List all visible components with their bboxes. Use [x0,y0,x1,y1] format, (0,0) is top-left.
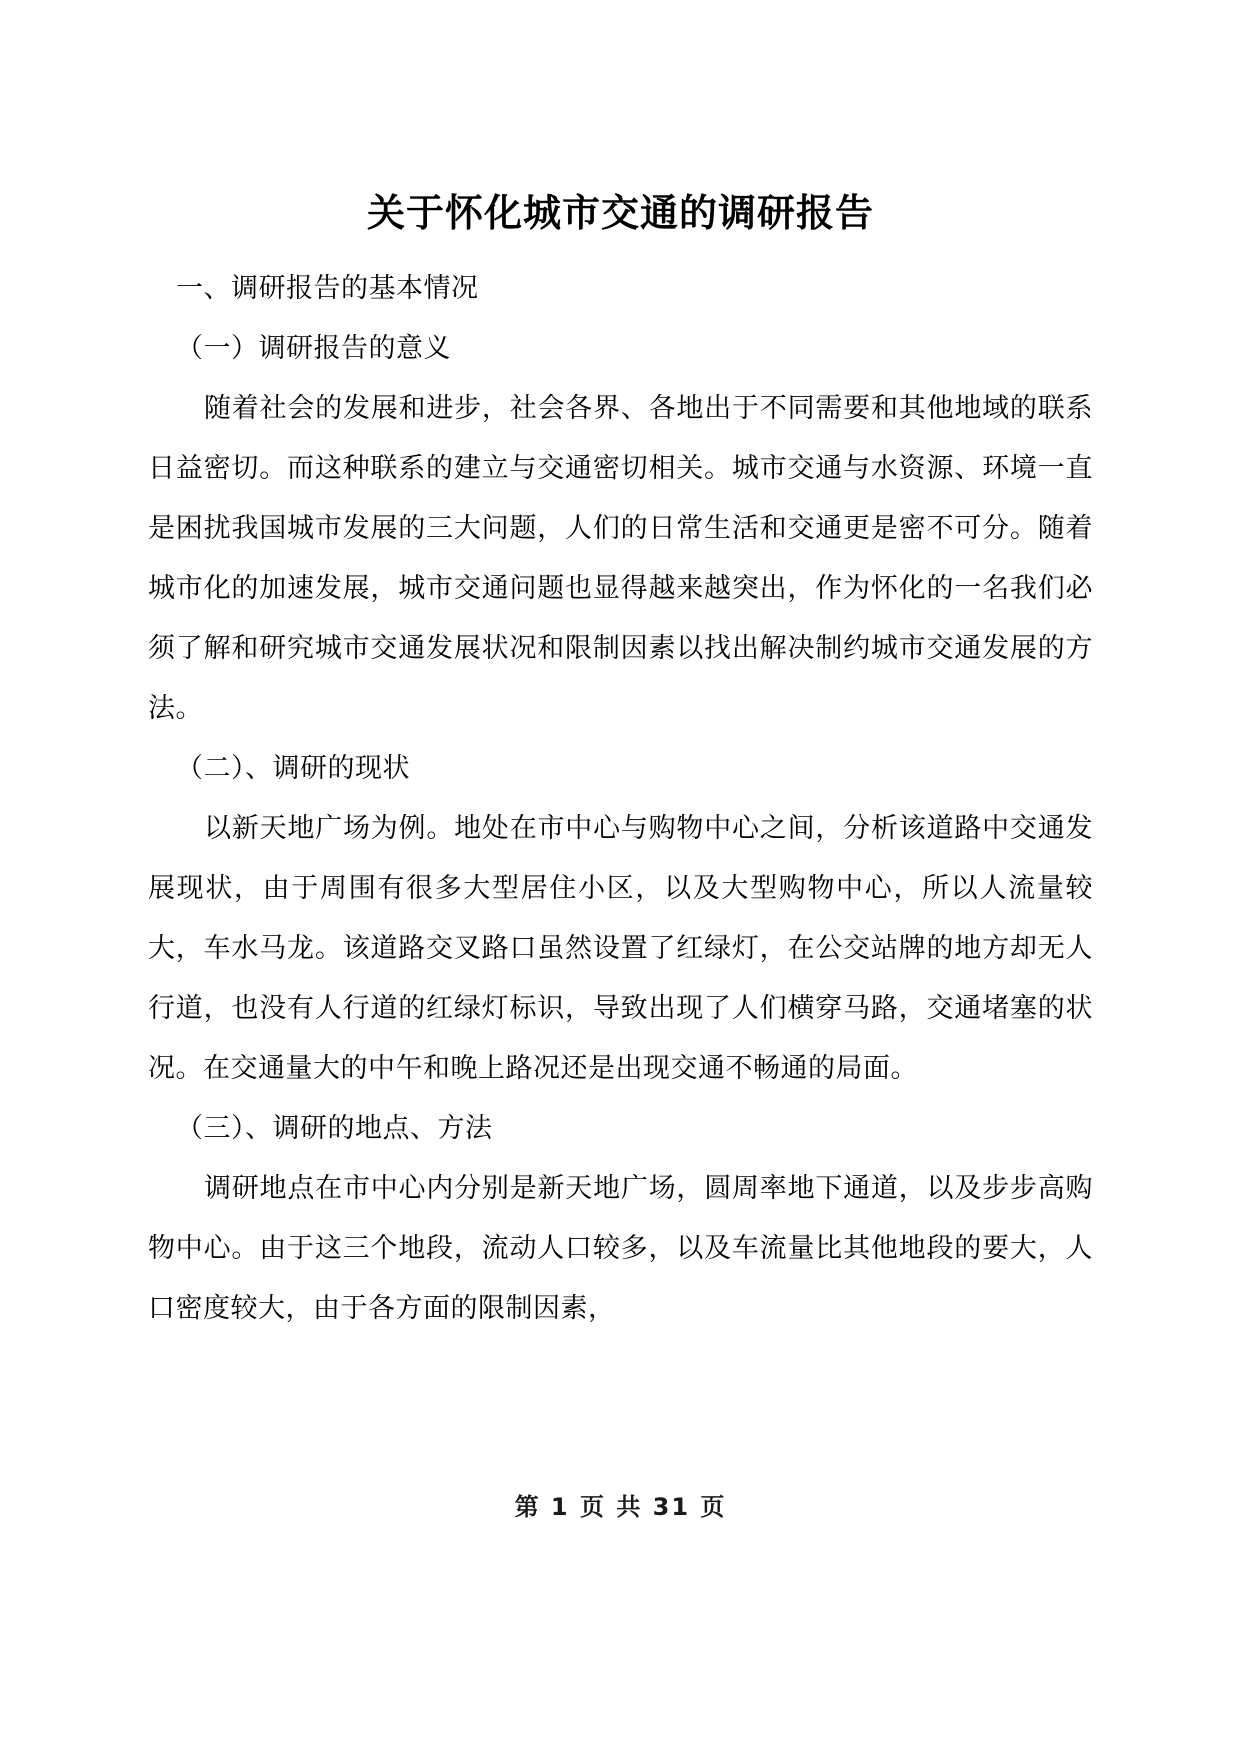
body-paragraph-significance: 随着社会的发展和进步，社会各界、各地出于不同需要和其他地域的联系日益密切。而这种联系的建立与交通密切相关。城市交通与水资源、环境一直是困扰我国城市发展的三大问题，人们的日常生活和交通更是密不可分。随着城市化的加速发展，城市交通问题也显得越来越突出，作为怀化的一名我们必须了解和研究城市交通发展状况和限制因素以找出解决制约城市交通发展的方法。 [148,393,1093,724]
page-footer: 第 1 页 共 31 页 [514,1493,727,1521]
section-heading-significance: （一）调研报告的意义 [176,333,451,364]
body-paragraph-current-status: 以新天地广场为例。地处在市中心与购物中心之间，分析该道路中交通发展现状，由于周围有很多大型居住小区，以及大型购物中心，所以人流量较大，车水马龙。该道路交叉路口虽然设置了红绿灯，在公交站牌的地方却无人行道，也没有人行道的红绿灯标识，导致出现了人们横穿马路，交通堵塞的状况。在交通量大的中午和晚上路况还是出现交通不畅通的局面。 [148,813,1093,1084]
section-heading-location-method: （三）、调研的地点、方法 [176,1113,493,1144]
body-paragraph-location-method: 调研地点在市中心内分别是新天地广场，圆周率地下通道，以及步步高购物中心。由于这三个地段，流动人口较多，以及车流量比其他地段的要大，人口密度较大，由于各方面的限制因素， [148,1173,1093,1324]
section-heading-basic-situation: 一、调研报告的基本情况 [176,273,479,304]
section-heading-current-status: （二）、调研的现状 [176,753,410,784]
page-content [148,185,1093,1339]
page-title: 关于怀化城市交通的调研报告 [366,191,874,235]
